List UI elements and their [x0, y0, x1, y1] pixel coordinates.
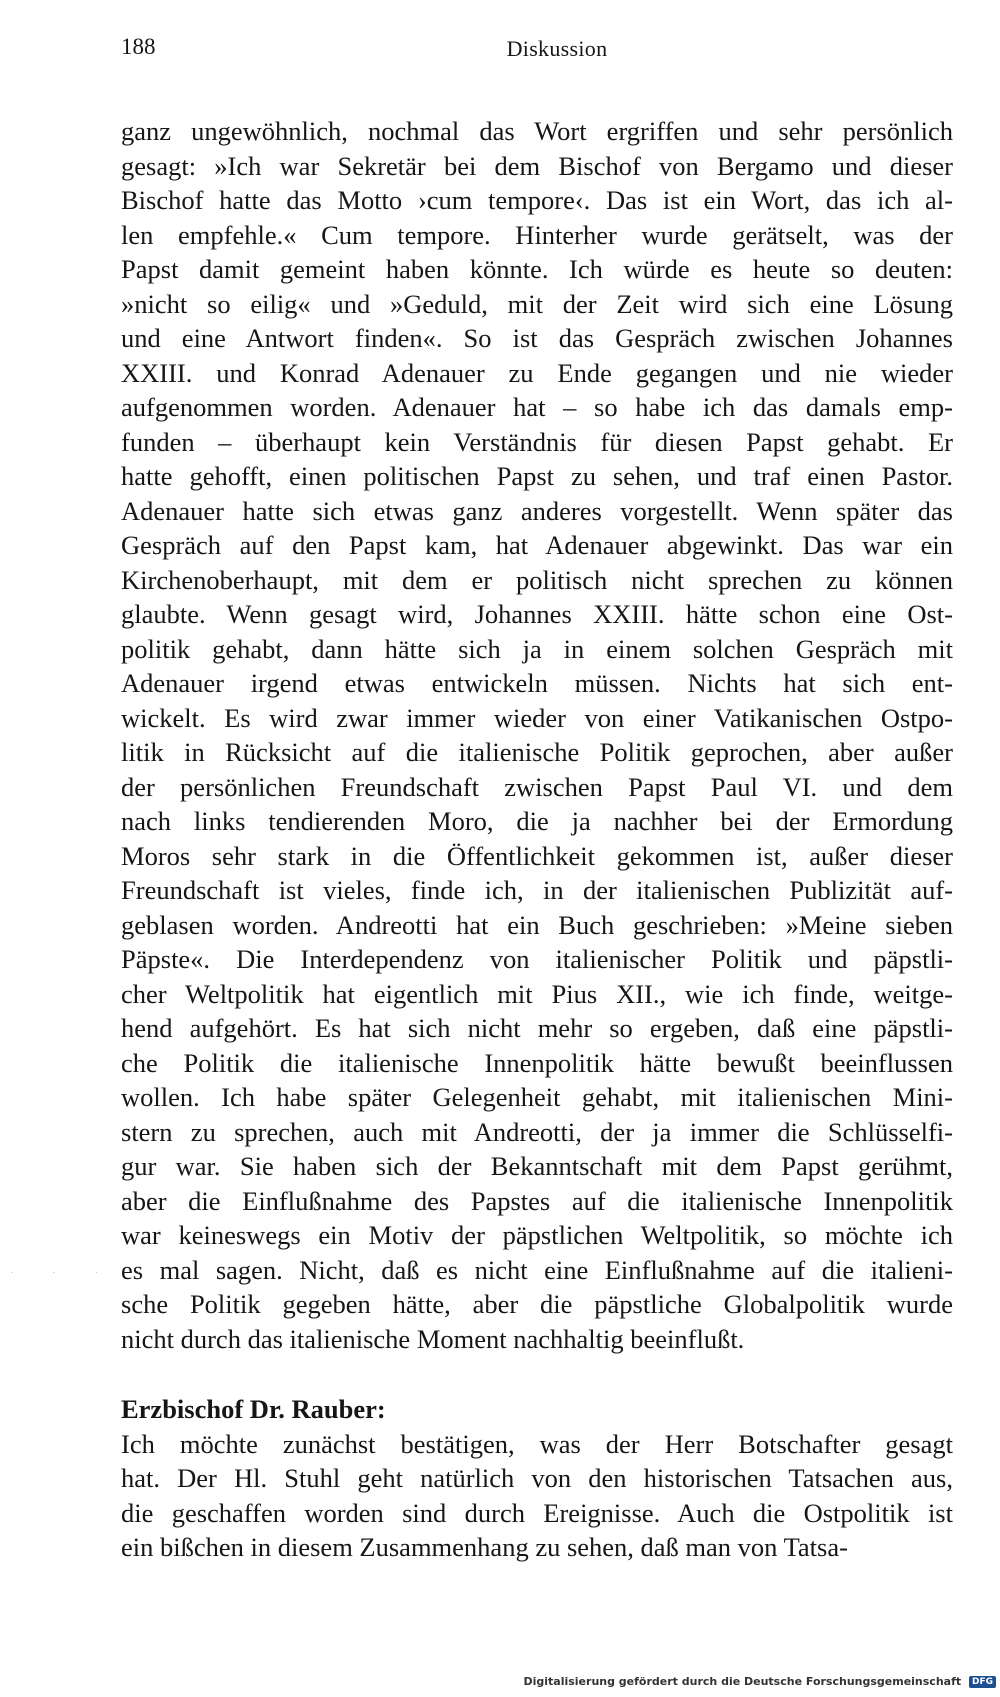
- text-line: Kirchenoberhaupt, mit dem er politisch nicht sprechen zu können: [121, 564, 953, 595]
- text-line: aber die Einflußnahme des Papstes auf die italienische Innenpolitik: [121, 1185, 953, 1216]
- text-line: Moros sehr stark in die Öffentlichkeit gekommen ist, außer dieser: [121, 840, 953, 871]
- text-block: [121, 114, 953, 1565]
- text-line: der persönlichen Freundschaft zwischen Papst Paul VI. und dem: [121, 771, 953, 802]
- dfg-logo: DFG: [969, 1676, 996, 1688]
- text-line: cher Weltpolitik hat eigentlich mit Pius XII., wie ich finde, weitge-: [121, 978, 953, 1009]
- text-line: hatte gehofft, einen politischen Papst zu sehen, und traf einen Pastor.: [121, 461, 953, 491]
- text-line: die geschaffen worden sind durch Ereignisse. Auch die Ostpolitik ist: [121, 1497, 953, 1528]
- text-line: Papst damit gemeint haben könnte. Ich würde es heute so deuten:: [121, 254, 953, 284]
- text-line: Päpste«. Die Interdependenz von italienischer Politik und päpstli-: [121, 944, 953, 974]
- text-line: hat. Der Hl. Stuhl geht natürlich von den historischen Tatsachen aus,: [121, 1463, 953, 1493]
- speaker-heading: Erzbischof Dr. Rauber:: [121, 1394, 386, 1424]
- text-line: politik gehabt, dann hätte sich ja in einem solchen Gespräch mit: [121, 633, 953, 664]
- running-head: Diskussion: [506, 36, 608, 61]
- text-line: Adenauer irgend etwas entwickeln müssen. Nichts hat sich ent-: [121, 668, 953, 698]
- text-line: »nicht so eilig« und »Geduld, mit der Zeit wird sich eine Lösung: [121, 288, 953, 319]
- text-line: litik in Rücksicht auf die italienische Politik geprochen, aber außer: [121, 737, 953, 767]
- text-line: XXIII. und Konrad Adenauer zu Ende gegangen und nie wieder: [121, 357, 953, 388]
- text-line: che Politik die italienische Innenpolitik hätte bewußt beeinflussen: [121, 1047, 953, 1078]
- footer-credit: Digitalisierung gefördert durch die Deutsche Forschungsgemeinschaft: [523, 1675, 962, 1688]
- text-line: gur war. Sie haben sich der Bekanntschaft mit dem Papst gerühmt,: [121, 1151, 953, 1181]
- text-line: glaubte. Wenn gesagt wird, Johannes XXIII. hätte schon eine Ost-: [121, 599, 953, 629]
- text-line: aufgenommen worden. Adenauer hat – so habe ich das damals emp-: [121, 392, 953, 422]
- text-line: gesagt: »Ich war Sekretär bei dem Bischof von Bergamo und dieser: [121, 150, 953, 181]
- text-line: wickelt. Es wird zwar immer wieder von einer Vatikanischen Ostpo-: [121, 702, 953, 733]
- text-line: Bischof hatte das Motto ›cum tempore‹. Das ist ein Wort, das ich al-: [121, 185, 953, 215]
- text-line: und eine Antwort finden«. So ist das Gespräch zwischen Johannes: [121, 323, 953, 353]
- text-line: war keineswegs ein Motiv der päpstlichen Weltpolitik, so möchte ich: [121, 1220, 953, 1250]
- text-line: sche Politik gegeben hätte, aber die päpstliche Globalpolitik wurde: [121, 1289, 953, 1319]
- text-line: stern zu sprechen, auch mit Andreotti, der ja immer die Schlüsselfi-: [121, 1116, 953, 1147]
- text-line: ganz ungewöhnlich, nochmal das Wort ergriffen und sehr persönlich: [121, 116, 953, 146]
- text-line: nicht durch das italienische Moment nachhaltig beeinflußt.: [121, 1323, 745, 1354]
- text-line: funden – überhaupt kein Verständnis für diesen Papst gehabt. Er: [121, 426, 953, 457]
- text-line: ein bißchen in diesem Zusammenhang zu sehen, daß man von Tatsa-: [121, 1532, 848, 1562]
- text-line: geblasen worden. Andreotti hat ein Buch geschrieben: »Meine sieben: [121, 909, 953, 940]
- paragraph-2: [121, 1427, 953, 1565]
- section-gap: [121, 1356, 953, 1392]
- page-header: [121, 34, 953, 68]
- margin-marks: · · · ·: [10, 1268, 159, 1279]
- text-line: es mal sagen. Nicht, daß es nicht eine Einflußnahme auf die italieni-: [121, 1254, 953, 1285]
- text-line: hend aufgehört. Es hat sich nicht mehr so ergeben, daß eine päpstli-: [121, 1013, 953, 1043]
- footer: [0, 1675, 1000, 1691]
- paragraph-1: [121, 114, 953, 1356]
- text-line: Ich möchte zunächst bestätigen, was der Herr Botschafter gesagt: [121, 1428, 953, 1459]
- text-line: Adenauer hatte sich etwas ganz anderes vorgestellt. Wenn später das: [121, 495, 953, 526]
- text-line: len empfehle.« Cum tempore. Hinterher wurde gerätselt, was der: [121, 219, 953, 250]
- text-line: nach links tendierenden Moro, die ja nachher bei der Ermordung: [121, 806, 953, 836]
- page-number: 188: [121, 34, 156, 59]
- text-line: Freundschaft ist vieles, finde ich, in der italienischen Publizität auf-: [121, 875, 953, 905]
- text-line: wollen. Ich habe später Gelegenheit gehabt, mit italienischen Mini-: [121, 1082, 953, 1112]
- text-line: Gespräch auf den Papst kam, hat Adenauer abgewinkt. Das war ein: [121, 530, 953, 560]
